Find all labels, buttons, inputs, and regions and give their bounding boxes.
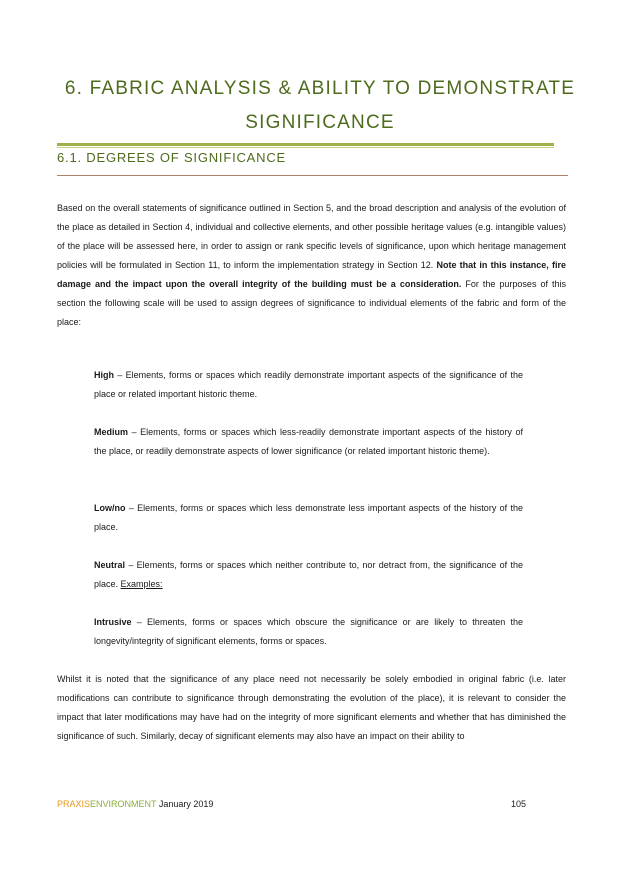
- scale-item-high: [94, 366, 523, 404]
- scale-term: Low/no: [94, 503, 126, 513]
- scale-item-neutral: [94, 556, 523, 594]
- intro-bold-note: Note that in this instance, fire damage and the impact upon the overall integrity of the building must be a consideration.: [57, 260, 566, 289]
- scale-description: – Elements, forms or spaces which less-readily demonstrate important aspects of the history of the place, or readily demonstrate aspects of lower significance (or related important historic theme).: [94, 427, 523, 456]
- scale-term: High: [94, 370, 114, 380]
- intro-text-2: For the purposes of this section the following scale will be used to assign degrees of significance to individual elements of the fabric and form of the place:: [57, 279, 566, 327]
- scale-description: – Elements, forms or spaces which obscure the significance or are likely to threaten the longevity/integrity of significant elements, forms or spaces.: [94, 617, 523, 646]
- section-rule: [57, 175, 568, 176]
- footer-date: January 2019: [156, 799, 214, 809]
- title-rule: [57, 143, 554, 146]
- scale-term: Intrusive: [94, 617, 132, 627]
- chapter-title: 6. FABRIC ANALYSIS & ABILITY TO DEMONSTRATE SIGNIFICANCE: [64, 78, 576, 133]
- brand-praxis: PRAXIS: [57, 799, 91, 809]
- scale-item-medium: [94, 423, 523, 461]
- scale-term: Medium: [94, 427, 129, 437]
- scale-description: – Elements, forms or spaces which neither contribute to, nor detract from, the significance of the place.: [94, 560, 523, 589]
- page-number: 105: [511, 799, 527, 809]
- examples-link-text: Examples:: [120, 579, 163, 589]
- intro-text-1: Based on the overall statements of significance outlined in Section 5, and the broad description and analysis of the evolution of the place as detailed in Section 4, individual and collective elements, and other possible heritage values (e.g. intangible values) of the place will be assessed here, in order to assign or rank specific levels of significance, upon which heritage management policies will be formulated in Section 11, to inform the implementation strategy in Section 12.: [57, 203, 566, 270]
- closing-paragraph: Whilst it is noted that the significance of any place need not necessarily be solely embodied in original fabric (i.e. later modifications can contribute to significance through demonstrating the evolution of the place), it is relevant to consider the impact that later modifications may have had on the integrity of more significant elements and whether that has diminished the significance of such. Similarly, decay of significant elements may also have an impact on their ability to: [57, 674, 566, 741]
- scale-term: Neutral: [94, 560, 126, 570]
- brand-environment: ENVIRONMENT: [90, 799, 157, 809]
- title-rule-thin: [57, 147, 554, 148]
- intro-paragraph: [57, 199, 566, 332]
- section-title: 6.1. DEGREES OF SIGNIFICANCE: [57, 150, 286, 165]
- scale-item-intrusive: [94, 613, 523, 651]
- footer-brand: [57, 797, 213, 811]
- scale-description: – Elements, forms or spaces which less demonstrate less important aspects of the history of the place.: [94, 503, 523, 532]
- scale-item-low-no: [94, 499, 523, 537]
- scale-description: – Elements, forms or spaces which readily demonstrate important aspects of the significance of the place or related important historic theme.: [94, 370, 523, 399]
